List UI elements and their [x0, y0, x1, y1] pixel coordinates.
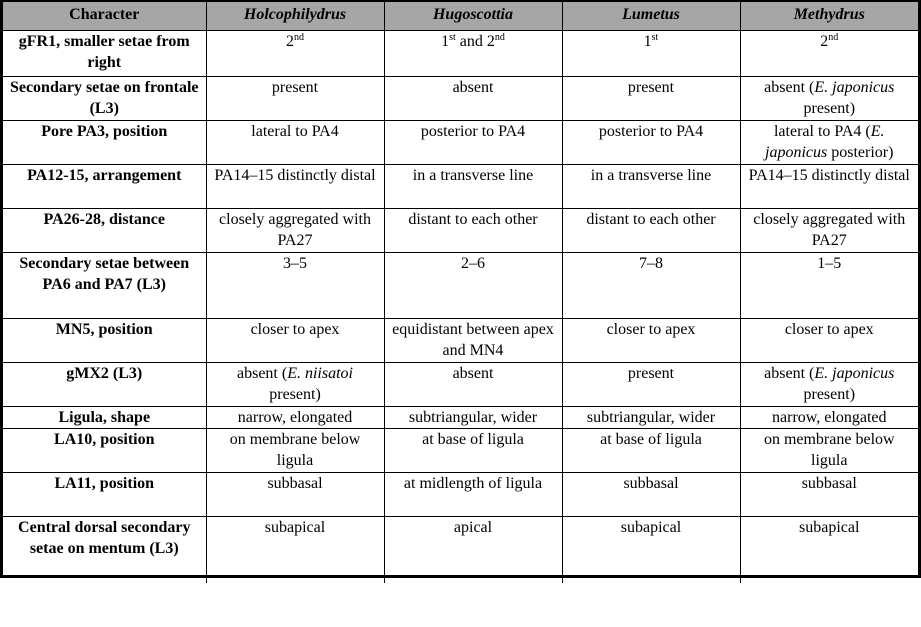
value-text: posterior to PA4: [598, 123, 704, 140]
species-name: E. japonicus: [814, 79, 895, 96]
value-cell: [206, 31, 384, 77]
value-cell: [740, 363, 918, 407]
value-cell: [206, 77, 384, 121]
value-text: in a transverse line: [590, 167, 712, 184]
value-text: distant to each other: [408, 211, 538, 228]
species-name: E. niisatoi: [287, 365, 353, 382]
species-name: E. japonicus: [814, 365, 895, 382]
value-text: absent (: [764, 365, 815, 382]
value-cell: [206, 517, 384, 583]
ordinal-suffix: nd: [828, 32, 839, 43]
value-text: present: [271, 79, 319, 96]
value-text: lateral to PA4: [251, 123, 339, 140]
value-cell: [562, 253, 740, 319]
character-cell: LA11, position: [3, 473, 206, 517]
value-text: PA14–15 distinctly distal: [748, 167, 910, 184]
value-text: 1–5: [817, 255, 842, 272]
table-row: [3, 77, 918, 121]
value-text: closer to apex: [784, 321, 874, 338]
character-cell: PA26-28, distance: [3, 209, 206, 253]
value-text: closer to apex: [606, 321, 696, 338]
value-text: in a transverse line: [412, 167, 534, 184]
value-cell: [740, 517, 918, 583]
value-text: narrow, elongated: [237, 409, 353, 426]
table-row: [3, 319, 918, 363]
value-cell: [384, 77, 562, 121]
ordinal-suffix: nd: [494, 32, 505, 43]
value-text: closely aggregated with PA27: [219, 211, 371, 249]
value-text: present: [627, 79, 675, 96]
character-cell: gFR1, smaller setae from right: [3, 31, 206, 77]
value-cell: [562, 407, 740, 429]
table-row: [3, 407, 918, 429]
value-text: subapical: [620, 519, 682, 536]
value-cell: [206, 407, 384, 429]
ordinal-suffix: nd: [294, 32, 304, 43]
value-cell: [562, 165, 740, 209]
value-text: apical: [453, 519, 493, 536]
value-cell: [740, 253, 918, 319]
value-cell: [206, 209, 384, 253]
value-cell: [562, 319, 740, 363]
value-text: PA14–15 distinctly distal: [214, 167, 376, 184]
header-row: [3, 2, 918, 31]
value-text: on membrane below ligula: [763, 431, 895, 469]
value-cell: [740, 209, 918, 253]
value-text: at base of ligula: [600, 431, 702, 448]
value-text: lateral to PA4 (: [773, 123, 871, 140]
value-cell: [740, 473, 918, 517]
value-cell: [384, 517, 562, 583]
character-cell: gMX2 (L3): [3, 363, 206, 407]
table-row: [3, 165, 918, 209]
value-text: absent (: [237, 365, 288, 382]
value-cell: [740, 31, 918, 77]
value-cell: [562, 209, 740, 253]
value-text: on membrane below ligula: [229, 431, 361, 469]
value-cell: [206, 473, 384, 517]
value-text: present): [803, 386, 856, 403]
value-cell: [206, 253, 384, 319]
character-cell: LA10, position: [3, 429, 206, 473]
value-text: present): [803, 100, 856, 117]
value-text: absent (: [764, 79, 815, 96]
value-cell: [562, 31, 740, 77]
value-text: subbasal: [623, 475, 679, 492]
value-cell: [562, 121, 740, 165]
species-name: E. japonicus: [765, 123, 885, 161]
character-comparison-table: [3, 2, 918, 583]
value-text: 2: [286, 33, 294, 50]
character-cell: Secondary setae between PA6 and PA7 (L3): [3, 253, 206, 319]
value-cell: [384, 319, 562, 363]
value-cell: [206, 319, 384, 363]
value-text: subapical: [264, 519, 326, 536]
value-cell: [384, 121, 562, 165]
value-text: 7–8: [639, 255, 663, 272]
value-text: at midlength of ligula: [403, 475, 543, 492]
value-text: subbasal: [267, 475, 323, 492]
value-text: closer to apex: [250, 321, 340, 338]
value-cell: [206, 121, 384, 165]
value-text: absent: [452, 365, 494, 382]
value-text: posterior): [827, 144, 894, 161]
ordinal-suffix: st: [449, 32, 456, 43]
header-character: Character: [3, 2, 206, 31]
character-cell: Pore PA3, position: [3, 121, 206, 165]
ordinal-suffix: st: [651, 32, 659, 43]
value-text: at base of ligula: [422, 431, 524, 448]
header-holcophilydrus: Holcophilydrus: [206, 2, 384, 31]
value-cell: [384, 429, 562, 473]
value-cell: [562, 473, 740, 517]
character-cell: Secondary setae on frontale (L3): [3, 77, 206, 121]
table-row: [3, 253, 918, 319]
value-cell: [384, 253, 562, 319]
value-cell: [740, 77, 918, 121]
value-text: 1: [643, 33, 652, 50]
value-cell: [384, 473, 562, 517]
table-row: [3, 209, 918, 253]
value-cell: [740, 319, 918, 363]
header-methydrus: Methydrus: [740, 2, 918, 31]
character-cell: Central dorsal secondary setae on mentum (L3): [3, 517, 206, 583]
value-cell: [206, 363, 384, 407]
value-cell: [562, 77, 740, 121]
value-cell: [562, 363, 740, 407]
table-row: [3, 473, 918, 517]
value-text: subtriangular, wider: [408, 409, 538, 426]
value-cell: [740, 429, 918, 473]
value-text: absent: [452, 79, 494, 96]
value-cell: [562, 429, 740, 473]
value-text: 1: [441, 33, 450, 50]
value-cell: [740, 407, 918, 429]
value-cell: [206, 429, 384, 473]
table-row: [3, 31, 918, 77]
value-text: posterior to PA4: [420, 123, 526, 140]
value-text: 2: [820, 33, 829, 50]
value-text: equidistant between apex and MN4: [392, 321, 554, 359]
character-cell: Ligula, shape: [3, 407, 206, 429]
value-text: narrow, elongated: [772, 409, 887, 426]
value-cell: [206, 165, 384, 209]
value-cell: [384, 165, 562, 209]
value-text: 2–6: [461, 255, 485, 272]
value-cell: [384, 363, 562, 407]
character-cell: PA12-15, arrangement: [3, 165, 206, 209]
value-text: present): [269, 386, 321, 403]
character-cell: MN5, position: [3, 319, 206, 363]
value-cell: [740, 121, 918, 165]
header-hugoscottia: Hugoscottia: [384, 2, 562, 31]
value-text: distant to each other: [586, 211, 716, 228]
value-text: and 2: [455, 33, 495, 50]
table-row: [3, 121, 918, 165]
header-lumetus: Lumetus: [562, 2, 740, 31]
value-cell: [384, 209, 562, 253]
table-row: [3, 429, 918, 473]
table-row: [3, 363, 918, 407]
value-text: 3–5: [283, 255, 307, 272]
value-text: subapical: [799, 519, 860, 536]
table-row: [3, 517, 918, 583]
value-cell: [384, 31, 562, 77]
value-cell: [384, 407, 562, 429]
value-text: subbasal: [801, 475, 857, 492]
value-cell: [740, 165, 918, 209]
value-text: closely aggregated with PA27: [753, 211, 906, 249]
value-text: subtriangular, wider: [586, 409, 716, 426]
value-text: present: [627, 365, 675, 382]
value-cell: [562, 517, 740, 583]
